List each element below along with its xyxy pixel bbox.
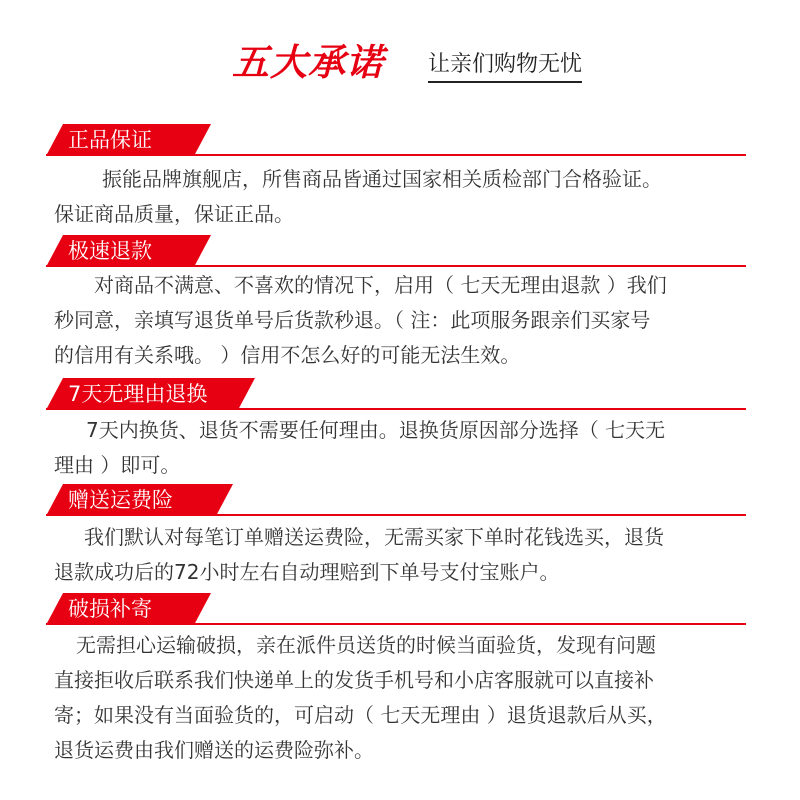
section-divider: [46, 514, 746, 516]
section-divider: [46, 265, 746, 267]
body-line: 理由 ）即可。: [54, 453, 181, 477]
section-body: [54, 268, 754, 373]
body-line: 退款成功后的72小时左右自动理赔到下单号支付宝账户。: [54, 560, 560, 584]
body-line: 我们默认对每笔订单赠送运费险，无需买家下单时花钱选买，退货: [84, 525, 664, 549]
body-line: 寄；如果没有当面验货的，可启动（ 七天无理由 ）退货退款后从买，: [54, 703, 667, 727]
body-line: 保证商品质量，保证正品。: [54, 202, 294, 226]
section-tag-label: 赠送运费险: [68, 488, 173, 512]
body-line: 无需担心运输破损，亲在派件员送货的时候当面验货，发现有问题: [76, 633, 656, 657]
section-divider: [46, 623, 746, 625]
page-title: 五大承诺: [232, 41, 384, 84]
section-tag: [46, 378, 206, 410]
section-divider: [46, 408, 746, 410]
section-tag: [46, 235, 206, 267]
body-line: 退货运费由我们赠送的运费险弥补。: [54, 738, 374, 762]
section-tag: [46, 593, 206, 625]
body-line: 的信用有关系哦。 ）信用不怎么好的可能无法生效。: [54, 343, 521, 367]
section-body: [54, 520, 754, 590]
body-line: 振能品牌旗舰店，所售商品皆通过国家相关质检部门合格验证。: [102, 167, 662, 191]
section-body: [54, 628, 754, 768]
section-tag-label: 正品保证: [68, 128, 152, 152]
section-body: [54, 162, 754, 232]
body-line: 7天内换货、退货不需要任何理由。退换货原因部分选择（ 七天无: [86, 418, 666, 442]
section-tag-label: 7天无理由退换: [68, 382, 208, 406]
header: [0, 38, 800, 88]
body-line: 对商品不满意、不喜欢的情况下，启用（ 七天无理由退款 ）我们: [94, 273, 667, 297]
section-divider: [46, 154, 746, 156]
body-line: 秒同意，亲填写退货单号后货款秒退。（ 注：此项服务跟亲们买家号: [54, 308, 651, 332]
page-subtitle: 让亲们购物无忧: [428, 50, 582, 83]
section-body: [54, 413, 754, 483]
section-tag: [46, 484, 206, 516]
body-line: 直接拒收后联系我们快递单上的发货手机号和小店客服就可以直接补: [54, 668, 654, 692]
section-tag: [46, 124, 206, 156]
section-tag-label: 破损补寄: [68, 597, 152, 621]
section-tag-label: 极速退款: [68, 239, 152, 263]
